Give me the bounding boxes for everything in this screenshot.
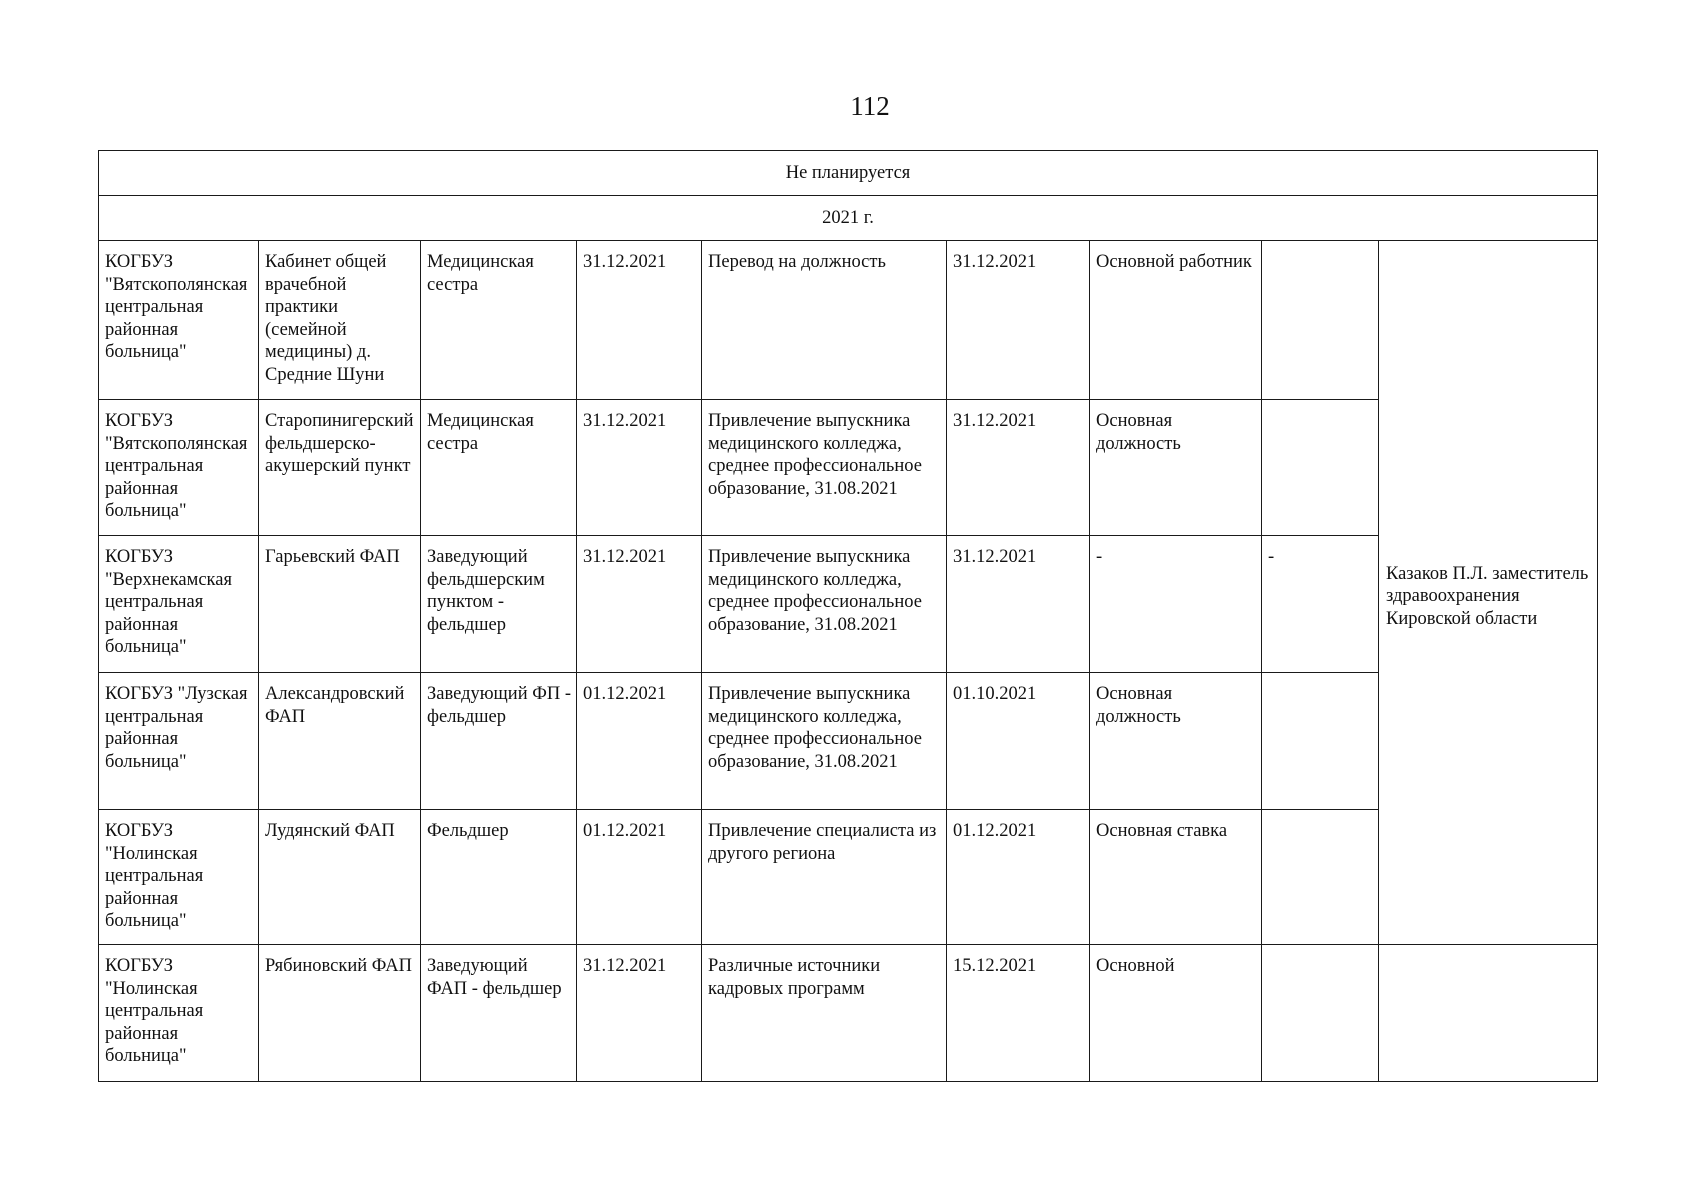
- table-row: [99, 241, 1598, 400]
- extra-cell: [1262, 945, 1379, 1082]
- date-cell: 01.10.2021: [947, 673, 1090, 810]
- measure-cell: Привлечение специалиста из другого региона: [702, 810, 947, 945]
- unit-cell: Александровский ФАП: [259, 673, 421, 810]
- position-cell: Фельдшер: [421, 810, 577, 945]
- measure-cell: Перевод на должность: [702, 241, 947, 400]
- org-cell: КОГБУЗ "Лузская центральная районная больница": [99, 673, 259, 810]
- extra-cell: [1262, 241, 1379, 400]
- table-row: [99, 810, 1598, 945]
- unit-cell: Рябиновский ФАП: [259, 945, 421, 1082]
- org-cell: КОГБУЗ "Вятскополянская центральная районная больница": [99, 400, 259, 536]
- date-cell: 31.12.2021: [947, 536, 1090, 673]
- measure-cell: Привлечение выпускника медицинского колледжа, среднее профессиональное образование, 31.08.2021: [702, 400, 947, 536]
- table-row: [99, 945, 1598, 1082]
- type-cell: Основная ставка: [1090, 810, 1262, 945]
- type-cell: Основной работник: [1090, 241, 1262, 400]
- year-header: 2021 г.: [99, 196, 1598, 241]
- date-cell: 31.12.2021: [577, 241, 702, 400]
- date-cell: 01.12.2021: [577, 673, 702, 810]
- extra-cell: -: [1262, 536, 1379, 673]
- year-header-row: [99, 196, 1598, 241]
- table-row: [99, 400, 1598, 536]
- responsible-cell: Казаков П.Л. заместитель здравоохранения Кировской области: [1379, 241, 1598, 945]
- measure-cell: Привлечение выпускника медицинского колледжа, среднее профессиональное образование, 31.08.2021: [702, 536, 947, 673]
- date-cell: 31.12.2021: [577, 536, 702, 673]
- type-cell: Основной: [1090, 945, 1262, 1082]
- org-cell: КОГБУЗ "Вятскополянская центральная районная больница": [99, 241, 259, 400]
- date-cell: 31.12.2021: [947, 400, 1090, 536]
- table-row: [99, 673, 1598, 810]
- org-cell: КОГБУЗ "Нолинская центральная районная больница": [99, 810, 259, 945]
- unit-cell: Гарьевский ФАП: [259, 536, 421, 673]
- type-cell: Основная должность: [1090, 673, 1262, 810]
- extra-cell: [1262, 810, 1379, 945]
- page-number: 112: [850, 91, 890, 121]
- date-cell: 15.12.2021: [947, 945, 1090, 1082]
- section-header-row: [99, 151, 1598, 196]
- date-cell: 01.12.2021: [577, 810, 702, 945]
- extra-cell: [1262, 400, 1379, 536]
- org-cell: КОГБУЗ "Верхнекамская центральная районная больница": [99, 536, 259, 673]
- org-cell: КОГБУЗ "Нолинская центральная районная больница": [99, 945, 259, 1082]
- date-cell: 31.12.2021: [577, 400, 702, 536]
- date-cell: 01.12.2021: [947, 810, 1090, 945]
- position-cell: Медицинская сестра: [421, 400, 577, 536]
- position-cell: Заведующий ФП - фельдшер: [421, 673, 577, 810]
- extra-cell: [1262, 673, 1379, 810]
- unit-cell: Старопинигерский фельдшерско-акушерский пункт: [259, 400, 421, 536]
- unit-cell: Лудянский ФАП: [259, 810, 421, 945]
- date-cell: 31.12.2021: [577, 945, 702, 1082]
- unit-cell: Кабинет общей врачебной практики (семейной медицины) д. Средние Шуни: [259, 241, 421, 400]
- position-cell: Заведующий фельдшерским пунктом - фельдшер: [421, 536, 577, 673]
- type-cell: Основная должность: [1090, 400, 1262, 536]
- date-cell: 31.12.2021: [947, 241, 1090, 400]
- type-cell: -: [1090, 536, 1262, 673]
- position-cell: Медицинская сестра: [421, 241, 577, 400]
- table-row: [99, 536, 1598, 673]
- measure-cell: Различные источники кадровых программ: [702, 945, 947, 1082]
- responsible-cell-continuation: [1379, 945, 1598, 1082]
- position-cell: Заведующий ФАП - фельдшер: [421, 945, 577, 1082]
- staffing-plan-table: [98, 150, 1598, 1082]
- section-header: Не планируется: [99, 151, 1598, 196]
- measure-cell: Привлечение выпускника медицинского колледжа, среднее профессиональное образование, 31.08.2021: [702, 673, 947, 810]
